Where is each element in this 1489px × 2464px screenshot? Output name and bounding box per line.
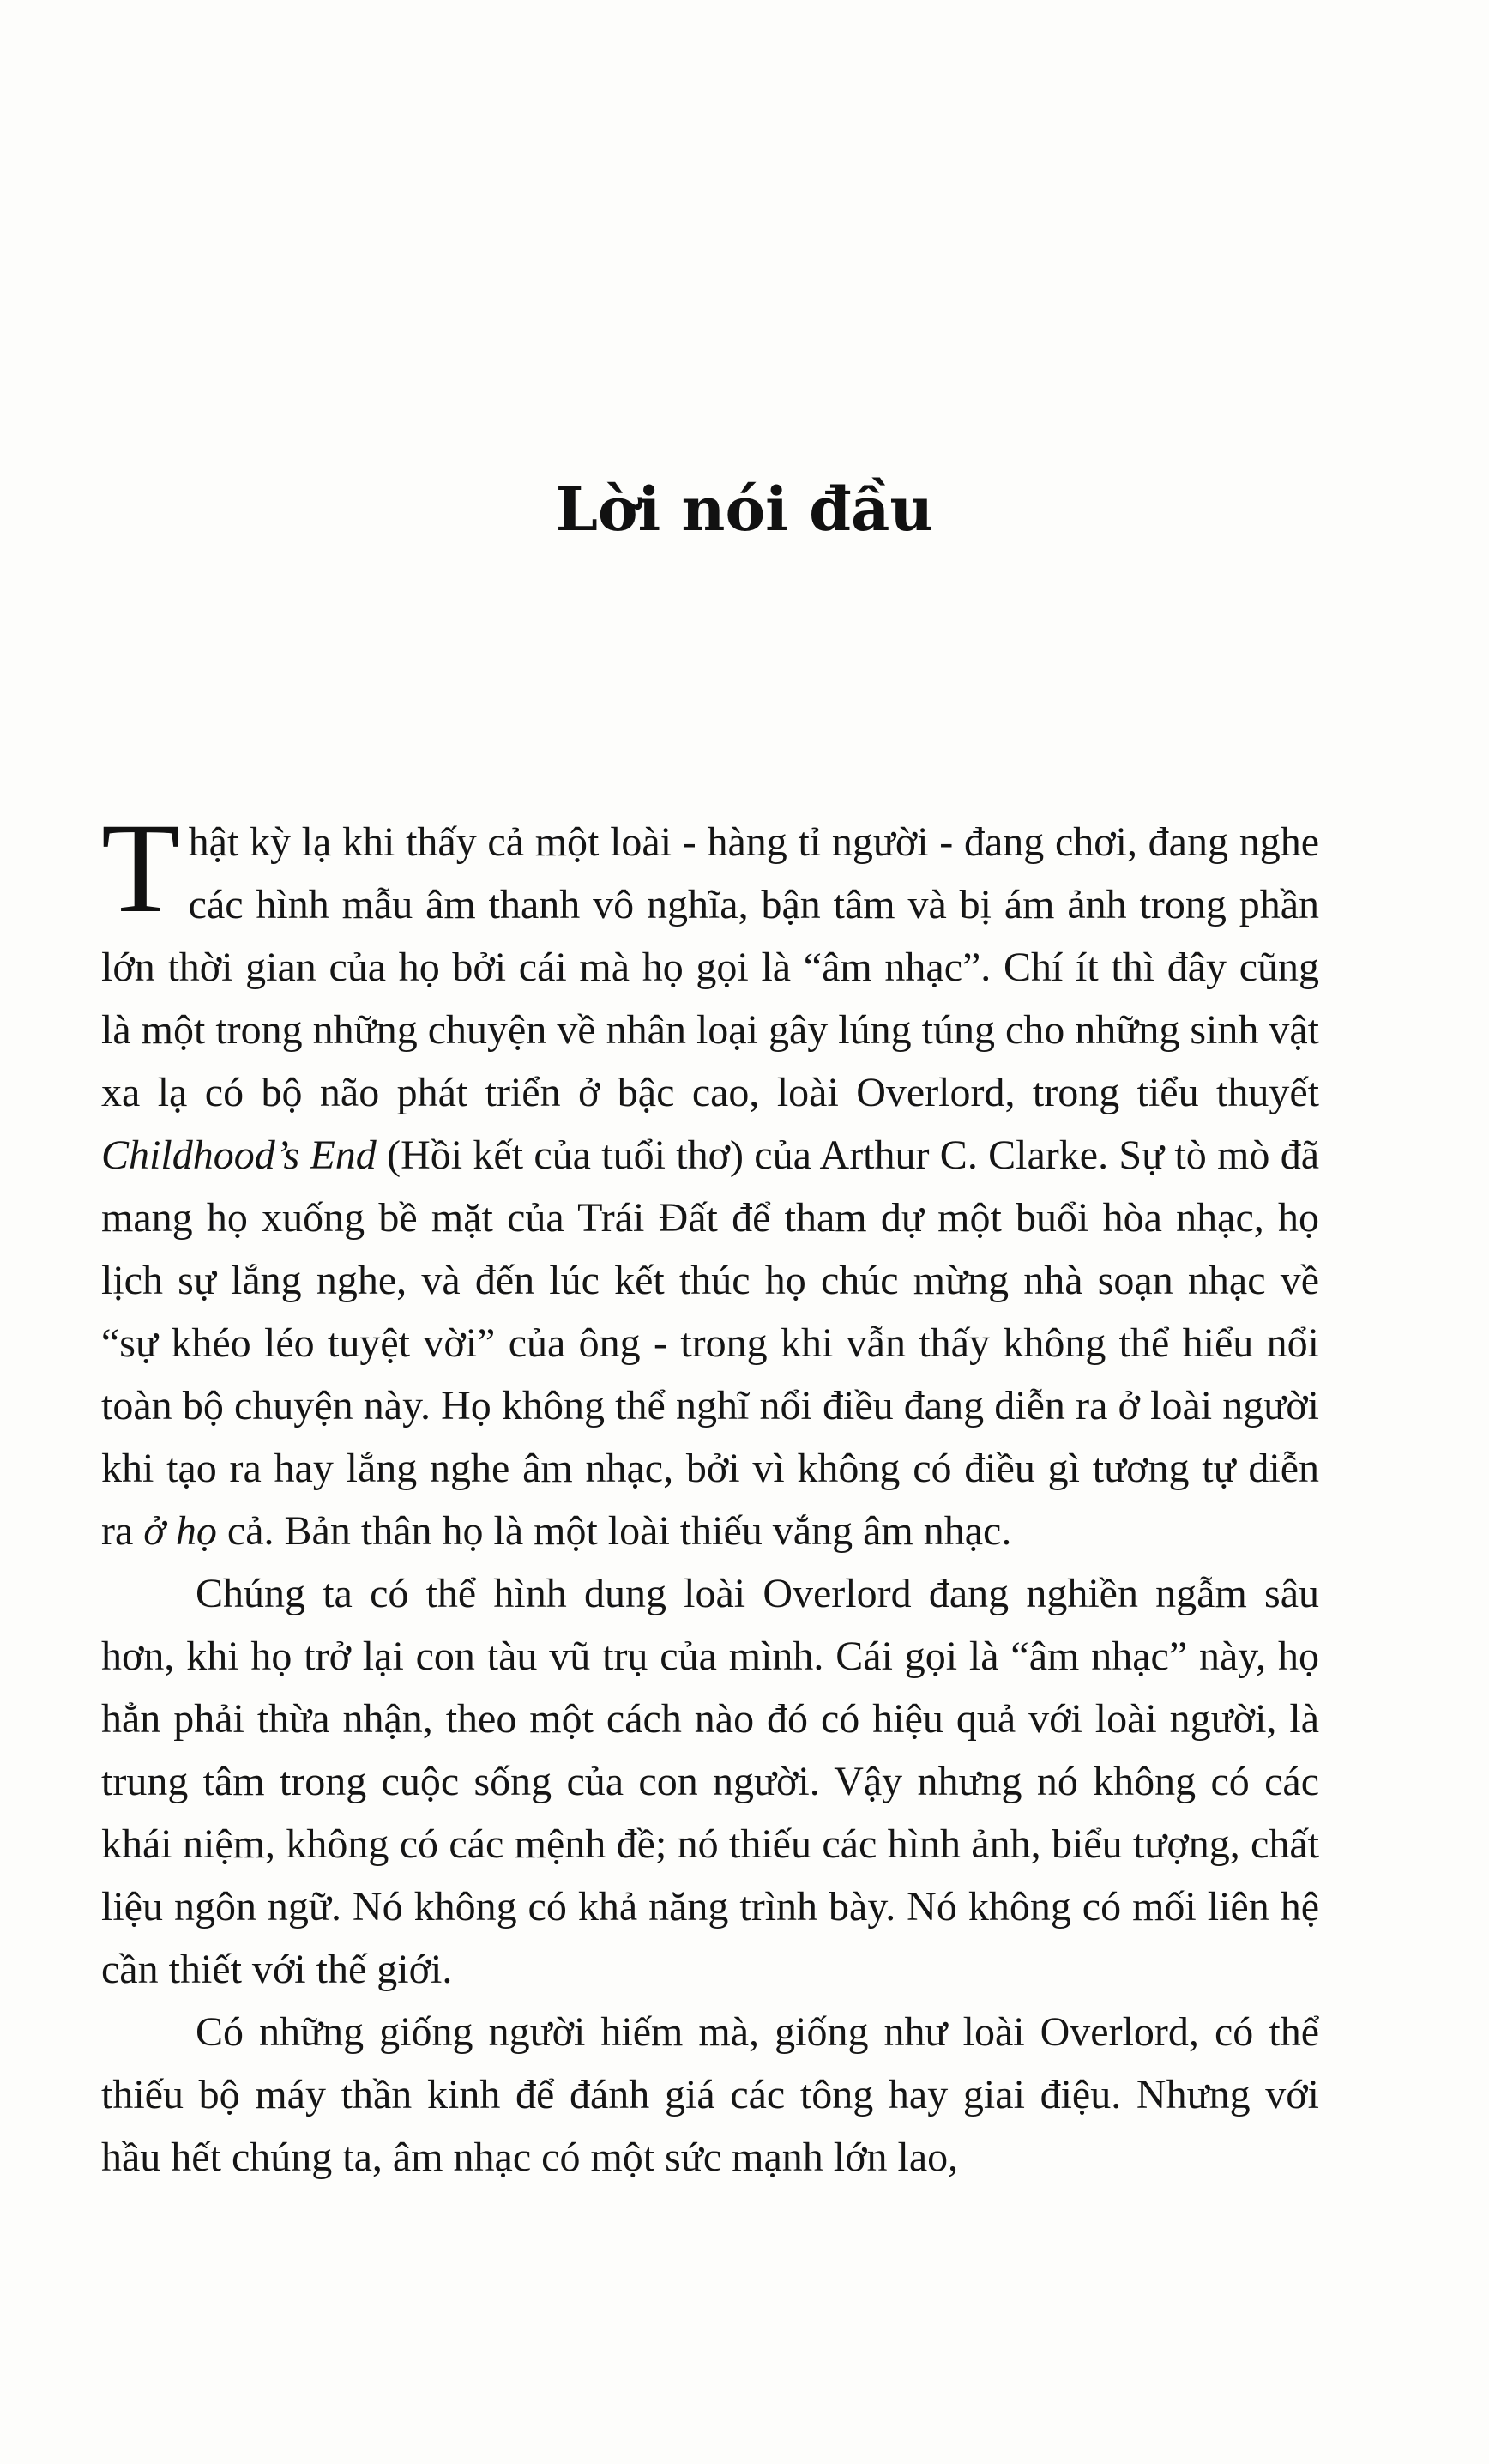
body-text: [101, 797, 1320, 2189]
paragraph-1-text-a: hật kỳ lạ khi thấy cả một loài - hàng tỉ người - đang chơi, đang nghe các hình mẫu âm thanh vô nghĩa, bận tâm và bị ám ảnh trong phần lớn thời gian của họ bởi cái mà họ gọi là “âm nhạc”. Chí ít thì đây cũng là một trong những chuyện về nhân loại gây lúng túng cho những sinh vật xa lạ có bộ não phát triển ở bậc cao, loài Overlord, trong tiểu thuyết: [101, 819, 1319, 1115]
paragraph-1: [101, 797, 1320, 1562]
book-title-italic: Childhood’s End: [101, 1132, 377, 1178]
drop-cap: T: [101, 797, 180, 939]
paragraph-1-text-b: (Hồi kết của tuổi thơ) của Arthur C. Clarke. Sự tò mò đã mang họ xuống bề mặt của Trái Đất để tham dự một buổi hòa nhạc, họ lịch sự lắng nghe, và đến lúc kết thúc họ chúc mừng nhà soạn nhạc về “sự khéo léo tuyệt vời” của ông - trong khi vẫn thấy không thể hiểu nổi toàn bộ chuyện này. Họ không thể nghĩ nổi điều đang diễn ra ở loài người khi tạo ra hay lắng nghe âm nhạc, bởi vì không có điều gì tương tự diễn ra: [101, 1132, 1320, 1554]
emphasis-italic: ở họ: [143, 1508, 217, 1554]
chapter-title: Lời nói đầu: [555, 474, 934, 545]
paragraph-1-text-c: cả. Bản thân họ là một loài thiếu vắng âm nhạc.: [216, 1508, 1012, 1554]
paragraph-3: Có những giống người hiếm mà, giống như loài Overlord, có thể thiếu bộ máy thần kinh để đánh giá các tông hay giai điệu. Nhưng với hầu hết chúng ta, âm nhạc có một sức mạnh lớn lao,: [101, 2009, 1319, 2180]
paragraph-2: Chúng ta có thể hình dung loài Overlord đang nghiền ngẫm sâu hơn, khi họ trở lại con tàu vũ trụ của mình. Cái gọi là “âm nhạc” này, họ hẳn phải thừa nhận, theo một cách nào đó có hiệu quả với loài người, là trung tâm trong cuộc sống của con người. Vậy nhưng nó không có các khái niệm, không có các mệnh đề; nó thiếu các hình ảnh, biểu tượng, chất liệu ngôn ngữ. Nó không có khả năng trình bày. Nó không có mối liên hệ cần thiết với thế giới.: [101, 1571, 1319, 1992]
